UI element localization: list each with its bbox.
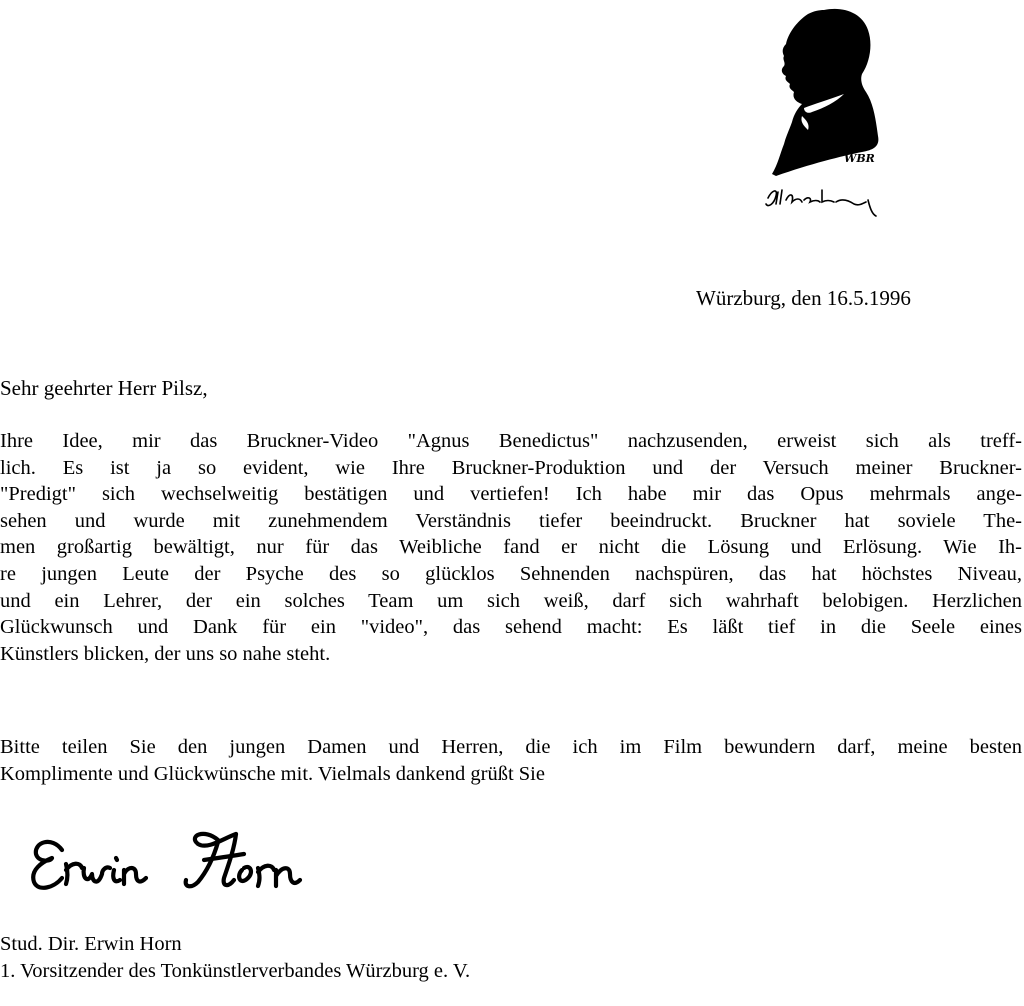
body-line: lich. Es ist ja so evident, wie Ihre Bruckner-Produktion und der Versuch meiner Bruckner-: [0, 456, 1022, 479]
closing-line: Komplimente und Glückwünsche mit. Vielmals dankend grüßt Sie: [0, 762, 545, 785]
body-line: sehen und wurde mit zunehmendem Verständnis tiefer beeindruckt. Bruckner hat soviele The-: [0, 509, 1022, 532]
letter-closing: [0, 734, 1022, 787]
handwritten-signature-icon: [28, 820, 358, 900]
closing-line: Bitte teilen Sie den jungen Damen und Herren, die ich im Film bewundern darf, meine besten: [0, 736, 1022, 758]
signer-title: 1. Vorsitzender des Tonkünstlerverbandes Würzburg e. V.: [0, 959, 471, 982]
artist-mark: WBR: [844, 152, 875, 165]
date-line: Würzburg, den 16.5.1996: [696, 286, 911, 310]
body-line: und ein Lehrer, der ein solches Team um sich weiß, darf sich wahrhaft belobigen. Herzlichen: [0, 589, 1022, 612]
salutation: Sehr geehrter Herr Pilsz,: [0, 376, 208, 400]
letter-body: [0, 428, 1022, 667]
body-line: "Predigt" sich wechselweitig bestätigen und vertiefen! Ich habe mir das Opus mehrmals ange-: [0, 483, 1022, 506]
composer-silhouette-icon: [762, 4, 892, 219]
body-line: re jungen Leute der Psyche des so glücklos Sehnenden nachspüren, das hat höchstes Niveau,: [0, 562, 1022, 585]
body-line: men großartig bewältigt, nur für das Weibliche fand er nicht die Lösung und Erlösung. Wie Ih-: [0, 536, 1022, 559]
signer-block: [0, 931, 470, 984]
body-line: Ihre Idee, mir das Bruckner-Video "Agnus Benedictus" nachzusenden, erweist sich als treff-: [0, 430, 1022, 452]
body-line: Glückwunsch und Dank für ein "video", das sehend macht: Es läßt tief in die Seele eines: [0, 616, 1022, 639]
signer-name: Stud. Dir. Erwin Horn: [0, 933, 182, 955]
body-line: Künstlers blicken, der uns so nahe steht.: [0, 642, 331, 665]
